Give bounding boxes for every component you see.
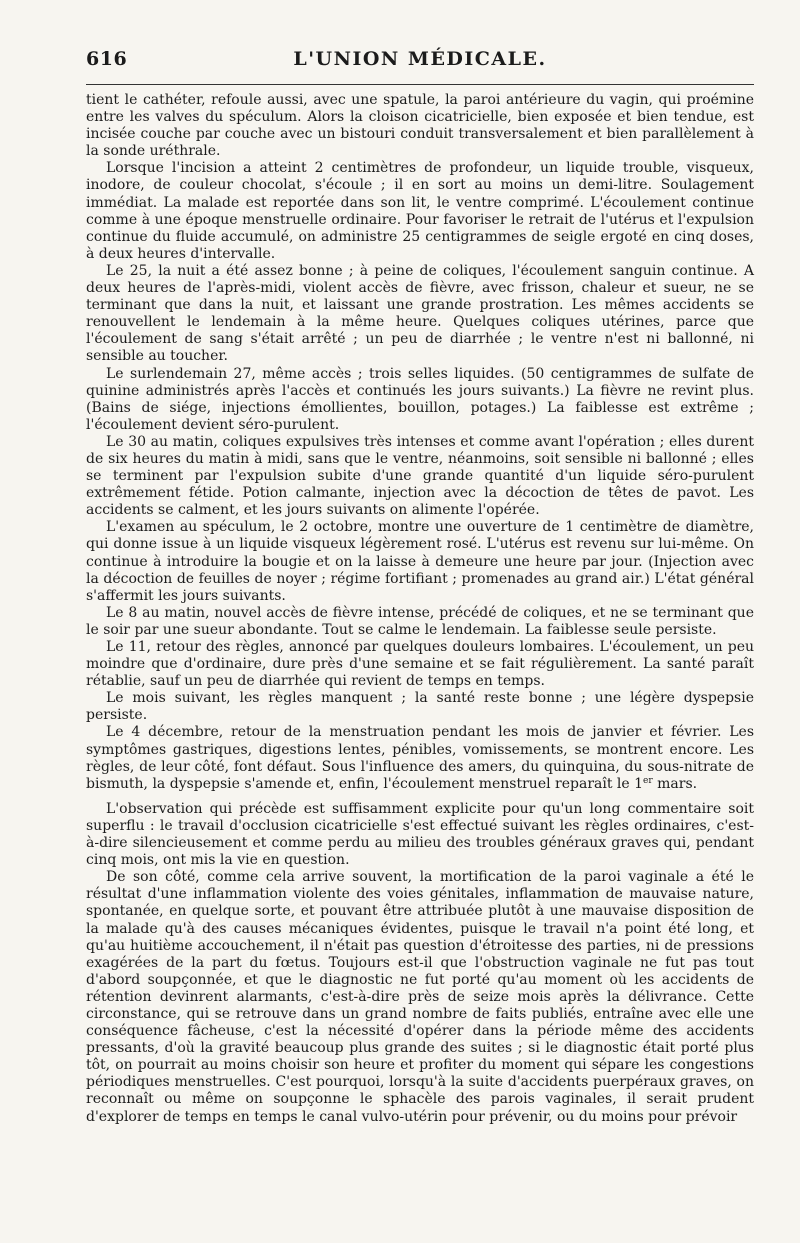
paragraph: Le surlendemain 27, même accès ; trois selles liquides. (50 centigrammes de sulfate de quinine administrés après l'accès et continués les jours suivants.) La fièvre ne revint plus. (Bains de siége, injections émollientes, bouillon, potages.) La faiblesse est extrême ; l'écoulement devient séro-purulent. [86, 365, 754, 433]
paragraph: De son côté, comme cela arrive souvent, la mortification de la paroi vaginale a été le résultat d'une inflammation violente des voies génitales, inflammation de mauvaise nature, spontanée, en quelque sorte, et pouvant être attribuée plutôt à une mauvaise disposition de la malade qu'à des causes mécaniques évidentes, puisque le travail n'a point été long, et qu'au huitième accouchement, il n'était pas question d'étroitesse des parties, ni de pressions exagérées de la part du fœtus. Toujours est-il que l'obstruction vaginale ne fut pas tout d'abord soupçonnée, et que le diagnostic ne fut porté qu'au moment où les accidents de rétention devinrent alarmants, c'est-à-dire près de seize mois après la délivrance. Cette circonstance, qui se retrouve dans un grand nombre de faits publiés, entraîne avec elle une conséquence fâcheuse, c'est la nécessité d'opérer dans la période même des accidents pressants, d'où la gravité beaucoup plus grande des suites ; si le diagnostic était porté plus tôt, on pourrait au moins choisir son heure et profiter du moment qui sépare les congestions périodiques menstruelles. C'est pourquoi, lorsqu'à la suite d'accidents puerpéraux graves, on reconnaît ou même on soupçonne le sphacèle des parois vaginales, il serait prudent d'explorer de temps en temps le canal vulvo-utérin pour prévenir, ou du moins pour prévoir [86, 869, 754, 1125]
page-number: 616 [86, 48, 128, 70]
paragraph-tail: mars. [652, 775, 698, 792]
paragraph: Le 30 au matin, coliques expulsives très intenses et comme avant l'opération ; elles durent de six heures du matin à midi, sans que le ventre, néanmoins, soit sensible ni ballonné ; elles se terminent par l'expulsion subite d'une grande quantité d'un liquide séro-purulent extrêmement fétide. Potion calmante, injection avec la décoction de têtes de pavot. Les accidents se calment, et les jours suivants on alimente l'opérée. [86, 433, 754, 519]
header-rule [86, 84, 754, 85]
paragraph: L'examen au spéculum, le 2 octobre, montre une ouverture de 1 centimètre de diamètre, qui donne issue à un liquide visqueux légèrement rosé. L'utérus est revenu sur lui-même. On continue à introduire la bougie et on la laisse à demeure une heure par jour. (Injection avec la décoction de feuilles de noyer ; régime fortifiant ; promenades au grand air.) L'état général s'affermit les jours suivants. [86, 519, 754, 604]
paragraph: Le 25, la nuit a été assez bonne ; à peine de coliques, l'écoulement sanguin continue. A deux heures de l'après-midi, violent accès de fièvre, avec frisson, chaleur et sueur, ne se terminant que dans la nuit, et laissant une grande prostration. Les mêmes accidents se renouvellent le lendemain à la même heure. Quelques coliques utérines, parce que l'écoulement de sang s'était arrêté ; un peu de diarrhée ; le ventre n'est ni ballonné, ni sensible au toucher. [86, 262, 754, 365]
paragraph-text: Le 4 décembre, retour de la menstruation pendant les mois de janvier et février. Les symptômes gastriques, digestions lentes, pénibles, vomissements, se montrent encore. Les règles, de leur côté, font défaut. Sous l'influence des amers, du quinquina, du sous-nitrate de bismuth, la dyspepsie s'amende et, enfin, l'écoulement menstruel reparaît le 1 [86, 724, 754, 792]
paragraph: tient le cathéter, refoule aussi, avec une spatule, la paroi antérieure du vagin, qui proémine entre les valves du spéculum. Alors la cloison cicatricielle, bien exposée et bien tendue, est incisée couche par couche avec un bistouri conduit transversalement et bien parallèlement à la sonde uréthrale. [86, 92, 754, 160]
paragraph [86, 724, 754, 792]
running-title: L'UNION MÉDICALE. [293, 48, 547, 70]
paragraph: Le mois suivant, les règles manquent ; la santé reste bonne ; une légère dyspepsie persiste. [86, 690, 754, 724]
paragraph: Le 8 au matin, nouvel accès de fièvre intense, précédé de coliques, et ne se terminant que le soir par une sueur abondante. Tout se calme le lendemain. La faiblesse seule persiste. [86, 604, 754, 638]
paragraph: L'observation qui précède est suffisamment explicite pour qu'un long commentaire soit superflu : le travail d'occlusion cicatricielle s'est effectué suivant les règles ordinaires, c'est-à-dire silencieusement et comme perdu au milieu des troubles généraux graves qui, pendant cinq mois, ont mis la vie en question. [86, 800, 754, 869]
body-text [86, 92, 754, 1126]
paragraph: Lorsque l'incision a atteint 2 centimètres de profondeur, un liquide trouble, visqueux, inodore, de couleur chocolat, s'écoule ; il en sort au moins un demi-litre. Soulagement immédiat. La malade est reportée dans son lit, le ventre comprimé. L'écoulement continue comme à une époque menstruelle ordinaire. Pour favoriser le retrait de l'utérus et l'expulsion continue du fluide accumulé, on administre 25 centigrammes de seigle ergoté en cinq doses, à deux heures d'intervalle. [86, 160, 754, 262]
page-header [86, 48, 754, 76]
superscript-ordinal: er [643, 775, 653, 786]
paragraph: Le 11, retour des règles, annoncé par quelques douleurs lombaires. L'écoulement, un peu moindre que d'ordinaire, dure près d'une semaine et se fait régulièrement. La santé paraît rétablie, sauf un peu de diarrhée qui revient de temps en temps. [86, 639, 754, 690]
